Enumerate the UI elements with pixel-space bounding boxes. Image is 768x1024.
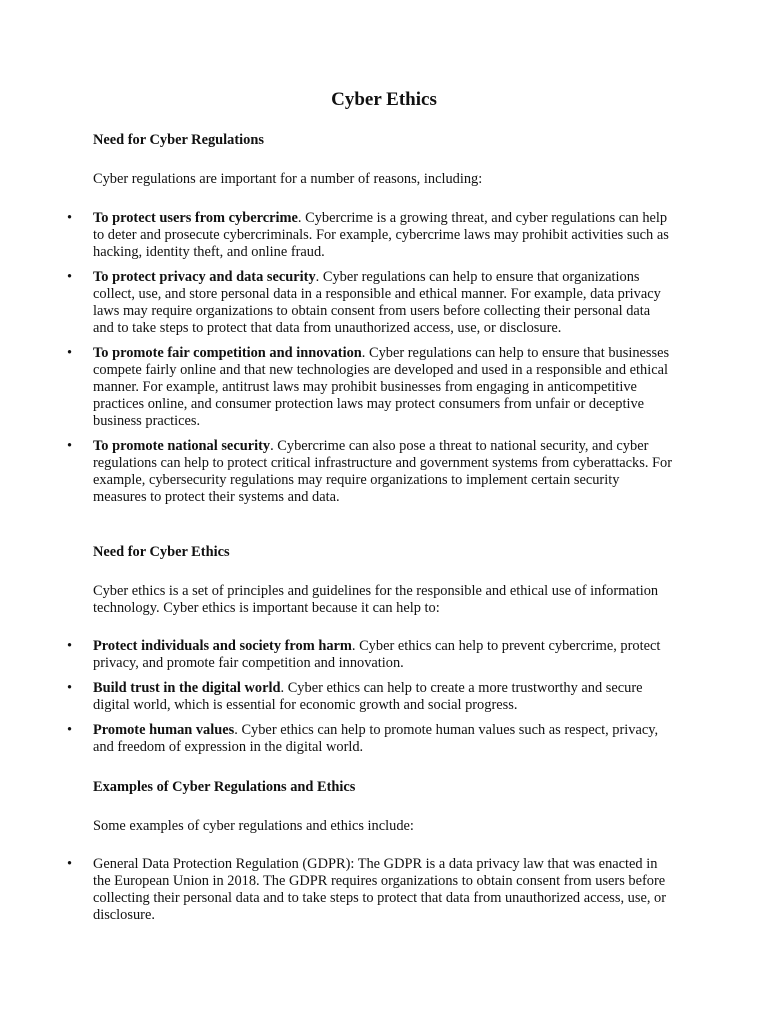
section-heading-cyber-regulations: Need for Cyber Regulations — [93, 132, 264, 148]
bullet-icon: • — [67, 210, 73, 226]
list-item — [0, 269, 673, 337]
bullet-list-cyber-regulations — [0, 210, 768, 514]
list-item-text: . Cyber ethics can help to prevent cybercrime, protect privacy, and promote fair competition and innovation. — [93, 638, 661, 671]
list-item-text: . Cybercrime is a growing threat, and cyber regulations can help to deter and prosecute cybercriminals. For example, cybercrime laws may prohibit activities such as hacking, identity theft, and online fraud. — [93, 210, 669, 260]
list-item-bold: To protect privacy and data security — [93, 269, 316, 285]
section-intro-examples: Some examples of cyber regulations and ethics include: — [93, 818, 414, 834]
bullet-icon: • — [67, 638, 73, 654]
list-item-text: . Cyber regulations can help to ensure that organizations collect, use, and store personal data in a responsible and ethical manner. For example, data privacy laws may require organizations to obtain consent from users before collecting their personal data and to take steps to protect that data from unauthorized access, use, or disclosure. — [93, 269, 661, 336]
section-heading-examples: Examples of Cyber Regulations and Ethics — [93, 779, 356, 795]
section-heading-cyber-ethics: Need for Cyber Ethics — [93, 544, 230, 560]
bullet-icon: • — [67, 269, 73, 285]
list-item-bold: Promote human values — [93, 722, 235, 738]
list-item — [0, 722, 673, 756]
list-item — [0, 680, 673, 714]
list-item-text: General Data Protection Regulation (GDPR): The GDPR is a data privacy law that was enacted in the European Union in 2018. The GDPR requires organizations to obtain consent from users before collecting their personal data and to take steps to protect that data from unauthorized access, use, or disclosure. — [93, 856, 667, 923]
list-item-bold: To promote national security — [93, 438, 271, 454]
section-intro-cyber-ethics: Cyber ethics is a set of principles and guidelines for the responsible and ethical use of information technology. Cyber ethics is important because it can help to: — [93, 583, 659, 616]
bullet-icon: • — [67, 722, 73, 738]
list-item-text: . Cyber ethics can help to promote human values such as respect, privacy, and freedom of expression in the digital world. — [93, 722, 659, 755]
list-item — [0, 438, 673, 506]
list-item — [0, 638, 673, 672]
bullet-icon: • — [67, 856, 73, 872]
list-item-bold: Build trust in the digital world — [93, 680, 281, 696]
list-item — [0, 856, 673, 924]
bullet-icon: • — [67, 680, 73, 696]
list-item-text: . Cyber ethics can help to create a more trustworthy and secure digital world, which is essential for economic growth and social progress. — [93, 680, 643, 713]
document-title: Cyber Ethics — [331, 89, 437, 110]
list-item-bold: To promote fair competition and innovation — [93, 345, 362, 361]
bullet-list-cyber-ethics — [0, 638, 768, 764]
list-item-text: . Cyber regulations can help to ensure that businesses compete fairly online and that new technologies are developed and used in a responsible and ethical manner. For example, antitrust laws may prohibit businesses from engaging in anticompetitive practices online, and consumer protection laws may protect consumers from unfair or deceptive business practices. — [93, 345, 670, 429]
list-item — [0, 345, 673, 430]
list-item-bold: Protect individuals and society from harm — [93, 638, 352, 654]
list-item-text: . Cybercrime can also pose a threat to national security, and cyber regulations can help to protect critical infrastructure and government systems from cyberattacks. For example, cybersecurity regulations may require organizations to implement certain security measures to protect their systems and data. — [93, 438, 673, 505]
bullet-icon: • — [67, 345, 73, 361]
list-item-bold: To protect users from cybercrime — [93, 210, 298, 226]
list-item — [0, 210, 673, 261]
section-intro-cyber-regulations: Cyber regulations are important for a number of reasons, including: — [93, 171, 483, 187]
bullet-list-examples — [0, 856, 768, 932]
bullet-icon: • — [67, 438, 73, 454]
